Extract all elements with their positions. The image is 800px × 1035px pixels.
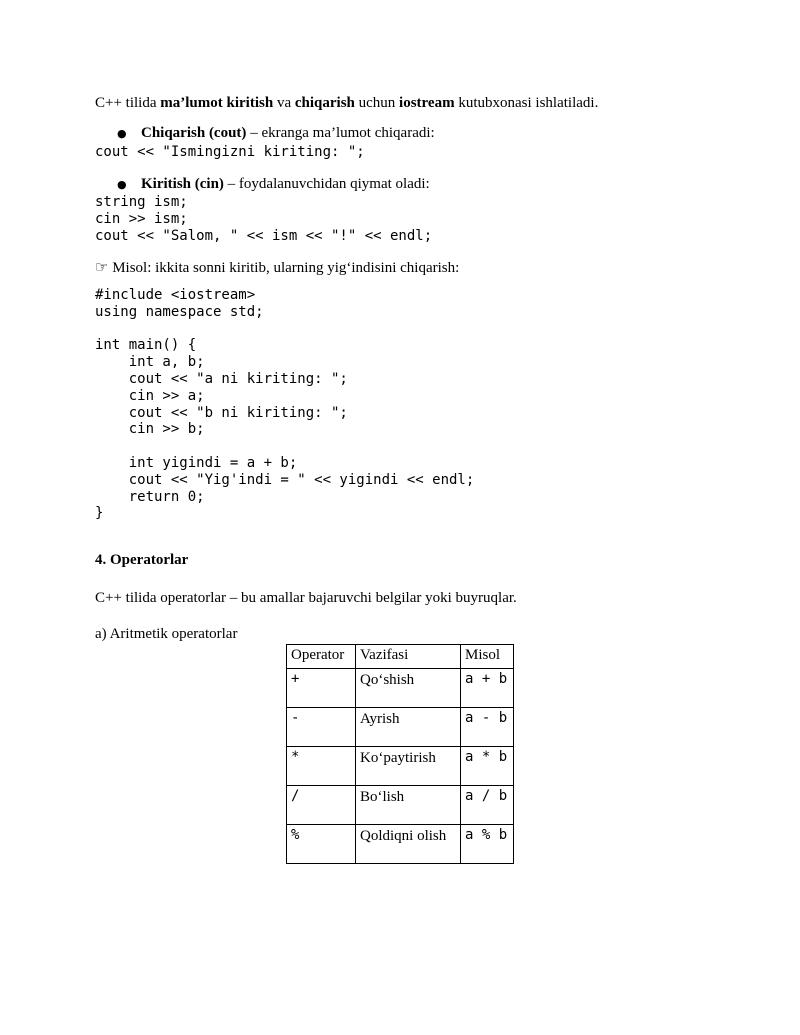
- intro-bold-input-output: ma’lumot kiritish: [160, 95, 274, 111]
- code-block-example: #include <iostream> using namespace std; int main() { int a, b; cout << "a ni kiriting: "; cin >> a; cout << "b ni kiriting: "; cin >> b; int yigindi = a + b; cout << "Yig'indi = " << yigindi << endl; return 0; }: [95, 287, 475, 522]
- intro-text: va: [273, 95, 295, 111]
- table-cell-example: a + b: [461, 669, 514, 708]
- code-block-cin: string ism; cin >> ism; cout << "Salom, " << ism << "!" << endl;: [95, 194, 433, 244]
- table-cell-function: Ko‘paytirish: [356, 747, 461, 786]
- bullet-marker: ●: [117, 127, 127, 140]
- operators-table: [286, 644, 514, 864]
- table-cell-operator: -: [287, 708, 356, 747]
- pointing-hand-icon: ☞: [95, 258, 109, 276]
- table-row: [287, 747, 514, 786]
- table-cell-example: a % b: [461, 825, 514, 864]
- example-intro: [95, 259, 459, 277]
- code-block-cout: cout << "Ismingizni kiriting: ";: [95, 144, 365, 160]
- section-paragraph: C++ tilida operatorlar – bu amallar bajaruvchi belgilar yoki buyruqlar.: [95, 590, 517, 606]
- table-cell-operator: +: [287, 669, 356, 708]
- bullet-title: Kiritish (cin): [141, 176, 224, 192]
- section-heading: [95, 552, 188, 569]
- table-cell-operator: %: [287, 825, 356, 864]
- table-row: [287, 825, 514, 864]
- table-cell-function: Bo‘lish: [356, 786, 461, 825]
- table-cell-operator: *: [287, 747, 356, 786]
- bullet-text: – ekranga ma’lumot chiqaradi:: [246, 125, 435, 141]
- table-cell-example: a * b: [461, 747, 514, 786]
- table-header-row: [287, 645, 514, 669]
- bullet-marker: ●: [117, 178, 127, 191]
- table-header-function: Vazifasi: [356, 645, 461, 669]
- intro-bold-iostream: iostream: [399, 95, 455, 111]
- table-row: [287, 786, 514, 825]
- example-text: Misol: ikkita sonni kiritib, ularning yig‘indisini chiqarish:: [108, 260, 460, 276]
- table-row: [287, 669, 514, 708]
- intro-text: C++ tilida: [95, 95, 161, 111]
- table-cell-function: Qoldiqni olish: [356, 825, 461, 864]
- intro-text: kutubxonasi ishlatiladi.: [454, 95, 599, 111]
- table-cell-function: Ayrish: [356, 708, 461, 747]
- bullet-text: – foydalanuvchidan qiymat oladi:: [223, 176, 430, 192]
- bullet-item-cout: [141, 125, 435, 142]
- table-header-operator: Operator: [287, 645, 356, 669]
- bullet-item-cin: [141, 176, 430, 193]
- intro-bold-output: chiqarish: [294, 95, 355, 111]
- section-heading-text: 4. Operatorlar: [95, 552, 189, 568]
- intro-text: uchun: [354, 95, 400, 111]
- section-subheading: a) Aritmetik operatorlar: [95, 626, 238, 642]
- table-row: [287, 708, 514, 747]
- table-cell-example: a / b: [461, 786, 514, 825]
- table-cell-operator: /: [287, 786, 356, 825]
- table-cell-example: a - b: [461, 708, 514, 747]
- bullet-title: Chiqarish (cout): [141, 125, 247, 141]
- intro-paragraph: [95, 95, 598, 112]
- table-header-example: Misol: [461, 645, 514, 669]
- table-cell-function: Qo‘shish: [356, 669, 461, 708]
